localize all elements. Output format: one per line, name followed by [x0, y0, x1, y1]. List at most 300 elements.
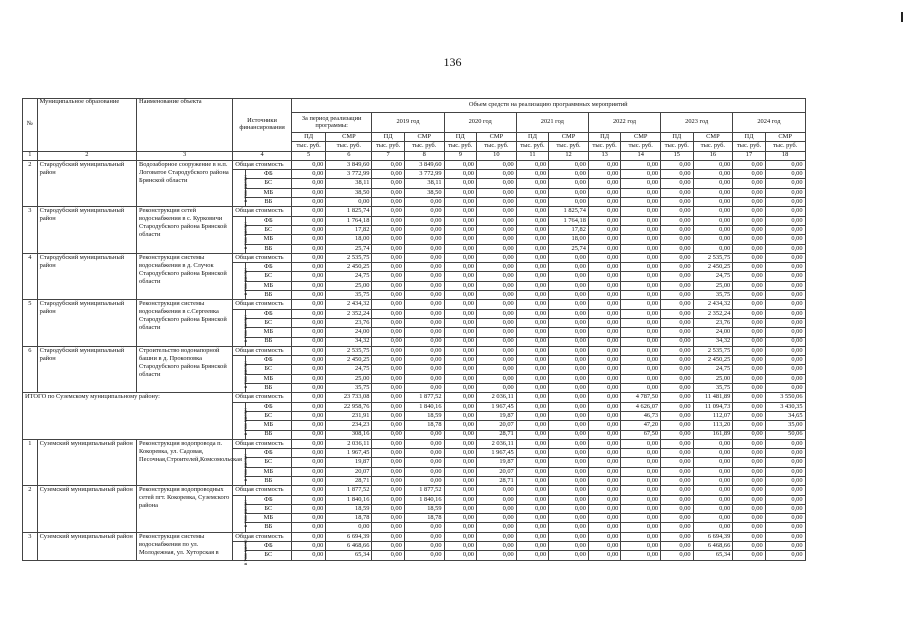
value-cell: 67,50 [621, 430, 661, 439]
value-cell: 0,00 [477, 160, 517, 169]
value-cell: 0,00 [765, 281, 805, 290]
value-cell: 23 733,08 [326, 393, 372, 402]
value-cell: 0,00 [372, 198, 404, 207]
source-cell: ВБ [245, 291, 291, 300]
value-cell: 0,00 [549, 309, 589, 318]
value-cell: 0,00 [444, 486, 476, 495]
value-cell: 0,00 [588, 486, 620, 495]
value-cell: 0,00 [549, 328, 589, 337]
header-smr: СМР [621, 133, 661, 142]
value-cell: 0,00 [693, 449, 733, 458]
value-cell: 0,00 [621, 198, 661, 207]
value-cell: 234,23 [326, 421, 372, 430]
value-cell: 2 450,25 [693, 356, 733, 365]
value-cell: 0,00 [477, 337, 517, 346]
value-cell: 0,00 [372, 309, 404, 318]
value-cell: 0,00 [733, 467, 765, 476]
value-cell: 0,00 [621, 551, 661, 560]
value-cell: 0,00 [621, 170, 661, 179]
column-number: 14 [621, 151, 661, 160]
value-cell: 0,00 [693, 216, 733, 225]
value-cell: 112,07 [693, 411, 733, 420]
value-cell: 0,00 [444, 198, 476, 207]
value-cell: 0,00 [404, 356, 444, 365]
municipality-cell: Стародубский муниципальный район [37, 253, 136, 299]
value-cell: 0,00 [516, 253, 548, 262]
value-cell: 0,00 [516, 170, 548, 179]
value-cell: 0,00 [765, 486, 805, 495]
value-cell: 0,00 [621, 225, 661, 234]
value-cell: 0,00 [765, 365, 805, 374]
in-that-number-text: в том числе: [243, 407, 250, 435]
value-cell: 0,00 [477, 291, 517, 300]
row-number: 2 [23, 160, 38, 206]
value-cell: 0,00 [693, 235, 733, 244]
in-that-number-label [233, 356, 250, 393]
value-cell: 0,00 [549, 179, 589, 188]
value-cell: 0,00 [444, 263, 476, 272]
value-cell: 0,00 [733, 160, 765, 169]
value-cell: 0,00 [291, 523, 326, 532]
value-cell: 0,00 [733, 458, 765, 467]
value-cell: 0,00 [516, 384, 548, 393]
value-cell: 0,00 [661, 188, 693, 197]
value-cell: 0,00 [661, 476, 693, 485]
column-number: 11 [516, 151, 548, 160]
value-cell: 0,00 [549, 300, 589, 309]
value-cell: 0,00 [326, 198, 372, 207]
value-cell: 0,00 [549, 551, 589, 560]
value-cell: 0,00 [549, 476, 589, 485]
value-cell: 0,00 [661, 504, 693, 513]
object-cell: Реконструкция системы водоснабжения в с.Сергеевка Стародубского района Брянской области [137, 300, 233, 346]
value-cell: 0,00 [588, 244, 620, 253]
value-cell: 0,00 [765, 160, 805, 169]
value-cell: 0,00 [621, 309, 661, 318]
row-number: 3 [23, 207, 38, 253]
value-cell: 0,00 [291, 514, 326, 523]
value-cell: 0,00 [588, 514, 620, 523]
value-cell: 17,82 [326, 225, 372, 234]
header-unit: тыс. руб. [326, 142, 372, 151]
value-cell: 0,00 [733, 421, 765, 430]
value-cell: 0,00 [404, 337, 444, 346]
source-cell: МБ [245, 235, 291, 244]
header-unit: тыс. руб. [765, 142, 805, 151]
value-cell: 0,00 [765, 300, 805, 309]
value-cell: 0,00 [549, 532, 589, 541]
in-that-number-label [233, 495, 250, 532]
value-cell: 3 849,60 [404, 160, 444, 169]
value-cell: 0,00 [477, 300, 517, 309]
value-cell: 2 352,24 [326, 309, 372, 318]
value-cell: 0,00 [621, 188, 661, 197]
value-cell: 0,00 [621, 337, 661, 346]
in-that-number-text: в том числе: [243, 361, 250, 389]
value-cell: 0,00 [765, 542, 805, 551]
value-cell: 0,00 [733, 411, 765, 420]
value-cell: 0,00 [291, 476, 326, 485]
value-cell: 0,00 [733, 514, 765, 523]
value-cell: 0,00 [477, 504, 517, 513]
value-cell: 0,00 [404, 291, 444, 300]
object-cell: Реконструкция водопровода п. Кокоревка, ул. Садовая, Песочная,Строителей,Комсомольская [137, 439, 233, 485]
value-cell: 38,50 [404, 188, 444, 197]
value-cell: 0,00 [404, 476, 444, 485]
value-cell: 0,00 [549, 411, 589, 420]
value-cell: 0,00 [404, 458, 444, 467]
value-cell: 0,00 [661, 272, 693, 281]
value-cell: 0,00 [549, 402, 589, 411]
column-number: 15 [661, 151, 693, 160]
value-cell: 28,71 [477, 476, 517, 485]
in-that-number-text: в том числе: [243, 500, 250, 528]
value-cell: 0,00 [372, 495, 404, 504]
value-cell: 0,00 [444, 170, 476, 179]
row-number: 5 [23, 300, 38, 346]
value-cell: 0,00 [621, 504, 661, 513]
in-that-number-text: в том числе: [243, 221, 250, 249]
column-number: 8 [404, 151, 444, 160]
value-cell: 24,75 [693, 272, 733, 281]
value-cell: 0,00 [549, 458, 589, 467]
value-cell: 23,76 [326, 318, 372, 327]
value-cell: 2 535,75 [326, 253, 372, 262]
header-year: 2021 год [516, 113, 588, 133]
value-cell: 0,00 [765, 188, 805, 197]
value-cell: 0,00 [291, 188, 326, 197]
column-number: 2 [37, 151, 136, 160]
value-cell: 0,00 [516, 281, 548, 290]
header-unit: тыс. руб. [372, 142, 404, 151]
source-cell: Общая стоимость [233, 439, 292, 448]
value-cell: 0,00 [693, 476, 733, 485]
value-cell: 0,00 [661, 542, 693, 551]
value-cell: 0,00 [516, 318, 548, 327]
value-cell: 0,00 [516, 160, 548, 169]
value-cell: 0,00 [372, 207, 404, 216]
value-cell: 0,00 [661, 495, 693, 504]
value-cell: 2 036,11 [477, 393, 517, 402]
value-cell: 0,00 [516, 272, 548, 281]
value-cell: 0,00 [765, 263, 805, 272]
value-cell: 0,00 [661, 439, 693, 448]
value-cell: 0,00 [291, 207, 326, 216]
value-cell: 0,00 [733, 356, 765, 365]
value-cell: 1 877,52 [404, 486, 444, 495]
column-number: 6 [326, 151, 372, 160]
header-unit: тыс. руб. [291, 142, 326, 151]
value-cell: 0,00 [372, 281, 404, 290]
value-cell: 0,00 [372, 365, 404, 374]
value-cell: 0,00 [765, 337, 805, 346]
value-cell: 0,00 [516, 309, 548, 318]
value-cell: 0,00 [661, 551, 693, 560]
value-cell: 0,00 [404, 532, 444, 541]
value-cell: 0,00 [765, 476, 805, 485]
value-cell: 0,00 [549, 542, 589, 551]
value-cell: 0,00 [549, 374, 589, 383]
value-cell: 0,00 [516, 300, 548, 309]
value-cell: 0,00 [372, 216, 404, 225]
value-cell: 35,75 [326, 384, 372, 393]
value-cell: 0,00 [693, 179, 733, 188]
row-number: 2 [23, 486, 38, 532]
value-cell: 2 352,24 [693, 309, 733, 318]
value-cell: 0,00 [372, 170, 404, 179]
value-cell: 0,00 [693, 514, 733, 523]
value-cell: 23,76 [693, 318, 733, 327]
header-year: 2024 год [733, 113, 805, 133]
value-cell: 0,00 [765, 532, 805, 541]
value-cell: 0,00 [588, 523, 620, 532]
value-cell: 0,00 [588, 476, 620, 485]
value-cell: 0,00 [733, 188, 765, 197]
value-cell: 0,00 [291, 356, 326, 365]
value-cell: 0,00 [404, 309, 444, 318]
value-cell: 0,00 [372, 263, 404, 272]
municipality-cell: Стародубский муниципальный район [37, 346, 136, 392]
value-cell: 0,00 [621, 356, 661, 365]
header-period: За период реализации программы: [291, 113, 372, 133]
header-pd: ПД [733, 133, 765, 142]
value-cell: 0,00 [733, 384, 765, 393]
source-cell: МБ [245, 421, 291, 430]
value-cell: 65,34 [693, 551, 733, 560]
header-smr: СМР [404, 133, 444, 142]
source-cell: Общая стоимость [233, 532, 292, 541]
header-smr: СМР [765, 133, 805, 142]
value-cell: 0,00 [404, 281, 444, 290]
value-cell: 0,00 [588, 263, 620, 272]
edge-mark [901, 12, 903, 22]
value-cell: 0,00 [516, 439, 548, 448]
value-cell: 0,00 [621, 179, 661, 188]
value-cell: 0,00 [444, 449, 476, 458]
value-cell: 0,00 [372, 272, 404, 281]
value-cell: 1 877,52 [326, 486, 372, 495]
value-cell: 0,00 [621, 374, 661, 383]
value-cell: 0,00 [516, 207, 548, 216]
value-cell: 19,87 [326, 458, 372, 467]
value-cell: 0,00 [444, 393, 476, 402]
value-cell: 0,00 [477, 244, 517, 253]
header-smr: СМР [477, 133, 517, 142]
value-cell: 0,00 [661, 449, 693, 458]
value-cell: 0,00 [661, 309, 693, 318]
value-cell: 0,00 [372, 188, 404, 197]
source-cell: МБ [245, 188, 291, 197]
value-cell: 0,00 [733, 532, 765, 541]
value-cell: 0,00 [733, 235, 765, 244]
value-cell: 0,00 [291, 346, 326, 355]
value-cell: 0,00 [733, 523, 765, 532]
value-cell: 0,00 [516, 430, 548, 439]
header-unit: тыс. руб. [661, 142, 693, 151]
value-cell: 0,00 [291, 374, 326, 383]
value-cell: 0,00 [477, 514, 517, 523]
value-cell: 25,00 [326, 281, 372, 290]
value-cell: 0,00 [549, 170, 589, 179]
value-cell: 0,00 [588, 495, 620, 504]
value-cell: 2 450,25 [326, 263, 372, 272]
source-cell: БС [245, 411, 291, 420]
in-that-number-text: в том числе: [243, 268, 250, 296]
value-cell: 2 036,11 [477, 439, 517, 448]
value-cell: 0,00 [621, 244, 661, 253]
value-cell: 231,91 [326, 411, 372, 420]
value-cell: 113,20 [693, 421, 733, 430]
value-cell: 18,59 [404, 411, 444, 420]
value-cell: 0,00 [588, 337, 620, 346]
value-cell: 0,00 [291, 458, 326, 467]
value-cell: 0,00 [372, 523, 404, 532]
value-cell: 0,00 [477, 198, 517, 207]
value-cell: 0,00 [588, 449, 620, 458]
value-cell: 0,00 [516, 421, 548, 430]
value-cell: 3 772,99 [404, 170, 444, 179]
value-cell: 0,00 [549, 356, 589, 365]
value-cell: 0,00 [588, 179, 620, 188]
value-cell: 0,00 [693, 225, 733, 234]
value-cell: 0,00 [693, 486, 733, 495]
value-cell: 0,00 [733, 439, 765, 448]
value-cell: 0,00 [733, 318, 765, 327]
value-cell: 0,00 [516, 346, 548, 355]
column-number: 5 [291, 151, 326, 160]
value-cell: 0,00 [765, 467, 805, 476]
value-cell: 0,00 [661, 384, 693, 393]
column-number: 1 [23, 151, 38, 160]
value-cell: 0,00 [516, 532, 548, 541]
value-cell: 1 840,16 [404, 495, 444, 504]
value-cell: 0,00 [404, 253, 444, 262]
column-number: 7 [372, 151, 404, 160]
source-cell: БС [245, 551, 291, 560]
value-cell: 0,00 [661, 402, 693, 411]
source-cell: БС [245, 179, 291, 188]
value-cell: 0,00 [291, 532, 326, 541]
value-cell: 0,00 [733, 346, 765, 355]
source-cell: Общая стоимость [233, 253, 292, 262]
table-row [23, 207, 880, 216]
value-cell: 0,00 [693, 504, 733, 513]
value-cell: 0,00 [516, 523, 548, 532]
value-cell: 0,00 [477, 235, 517, 244]
value-cell: 0,00 [733, 272, 765, 281]
header-sources: Источники финансирования [233, 99, 292, 152]
value-cell: 0,00 [372, 235, 404, 244]
value-cell: 0,00 [372, 374, 404, 383]
in-that-number-label [233, 216, 250, 253]
object-cell: Реконструкция системы водоснабжения в д. Случок Стародубского района Брянской области [137, 253, 233, 299]
value-cell: 0,00 [404, 300, 444, 309]
value-cell: 0,00 [404, 384, 444, 393]
value-cell: 2 450,25 [326, 356, 372, 365]
source-cell: БС [245, 504, 291, 513]
source-cell: ФБ [245, 449, 291, 458]
value-cell: 0,00 [765, 374, 805, 383]
value-cell: 0,00 [693, 198, 733, 207]
in-that-number-text: в том числе: [243, 454, 250, 482]
value-cell: 0,00 [621, 272, 661, 281]
value-cell: 0,00 [444, 514, 476, 523]
value-cell: 0,00 [588, 402, 620, 411]
value-cell: 0,00 [733, 365, 765, 374]
value-cell: 0,00 [372, 346, 404, 355]
value-cell: 0,00 [291, 439, 326, 448]
value-cell: 0,00 [404, 235, 444, 244]
value-cell: 0,00 [661, 467, 693, 476]
value-cell: 0,00 [291, 402, 326, 411]
source-cell: ВБ [245, 430, 291, 439]
value-cell: 6 694,39 [326, 532, 372, 541]
value-cell: 0,00 [444, 225, 476, 234]
value-cell: 0,00 [372, 160, 404, 169]
value-cell: 0,00 [733, 263, 765, 272]
value-cell: 0,00 [733, 430, 765, 439]
value-cell: 11 481,89 [693, 393, 733, 402]
value-cell: 0,00 [765, 328, 805, 337]
value-cell: 0,00 [404, 551, 444, 560]
value-cell: 0,00 [621, 253, 661, 262]
source-cell: Общая стоимость [233, 346, 292, 355]
value-cell: 0,00 [588, 272, 620, 281]
value-cell: 0,00 [516, 551, 548, 560]
value-cell: 0,00 [661, 216, 693, 225]
source-cell: ФБ [245, 309, 291, 318]
value-cell: 0,00 [516, 235, 548, 244]
value-cell: 0,00 [372, 253, 404, 262]
value-cell: 0,00 [516, 291, 548, 300]
value-cell: 0,00 [621, 300, 661, 309]
value-cell: 0,00 [444, 467, 476, 476]
in-that-number-text: в том числе: [243, 314, 250, 342]
value-cell: 0,00 [588, 532, 620, 541]
value-cell: 0,00 [733, 225, 765, 234]
value-cell: 0,00 [291, 281, 326, 290]
value-cell: 0,00 [549, 291, 589, 300]
value-cell: 1 825,74 [549, 207, 589, 216]
value-cell: 0,00 [516, 263, 548, 272]
object-cell: Реконструкция водопроводных сетей пгт. Кокоревка, Суземского района [137, 486, 233, 532]
value-cell: 0,00 [516, 542, 548, 551]
value-cell: 0,00 [661, 300, 693, 309]
value-cell: 0,00 [693, 523, 733, 532]
value-cell: 0,00 [765, 198, 805, 207]
in-that-number-label [233, 263, 250, 300]
value-cell: 0,00 [444, 495, 476, 504]
source-cell: БС [245, 225, 291, 234]
value-cell: 0,00 [477, 170, 517, 179]
value-cell: 46,73 [621, 411, 661, 420]
value-cell: 0,00 [733, 253, 765, 262]
value-cell: 0,00 [372, 542, 404, 551]
value-cell: 0,00 [549, 430, 589, 439]
value-cell: 0,00 [516, 458, 548, 467]
value-cell: 0,00 [765, 253, 805, 262]
value-cell: 0,00 [516, 486, 548, 495]
source-cell: ВБ [245, 244, 291, 253]
value-cell: 0,00 [588, 216, 620, 225]
value-cell: 0,00 [765, 235, 805, 244]
value-cell: 0,00 [765, 244, 805, 253]
value-cell: 34,65 [765, 411, 805, 420]
value-cell: 0,00 [765, 551, 805, 560]
value-cell: 0,00 [733, 476, 765, 485]
source-cell: Общая стоимость [233, 300, 292, 309]
value-cell: 20,07 [477, 421, 517, 430]
